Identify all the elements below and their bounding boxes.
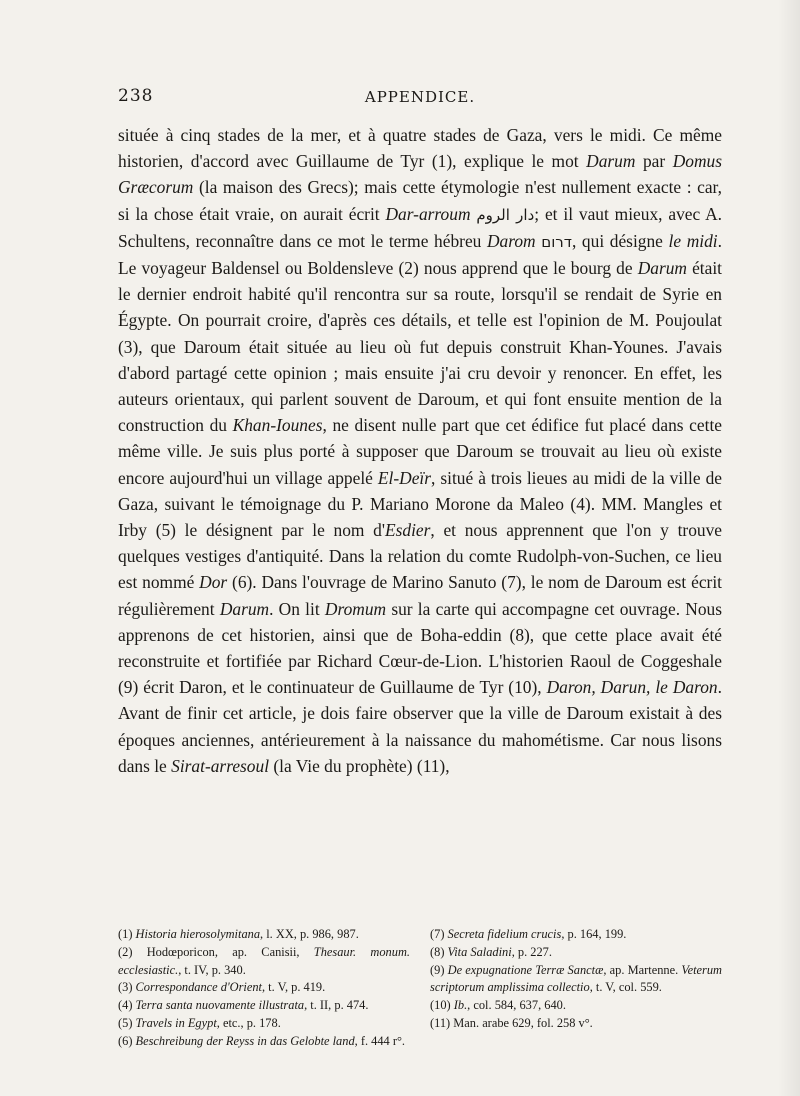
term-domus-graecorum: Domus Græcorum (118, 151, 723, 198)
arabic-word: دار الروم (476, 205, 535, 224)
footnote-7: (7) Secreta fidelium crucis, p. 164, 199. (430, 927, 627, 941)
footnote-6: (6) Beschreibung der Reyss in das Gelobte land, f. 444 r°. (118, 1033, 406, 1048)
term-dor: Dor (199, 572, 228, 593)
term-dar-arroum: Dar-arroum (385, 203, 471, 224)
footnote-9: (9) De expugnatione Terræ Sanctæ, ap. Martenne. Veterum scriptorum amplissima collectio, t. V, col. 559. (430, 962, 722, 995)
hebrew-word: דרום (541, 232, 572, 251)
footnotes-left-column (118, 926, 410, 1051)
running-title: APPENDICE. (364, 88, 476, 106)
footnote-2: (2) Hodœporicon, ap. Canisii, Thesaur. monum. ecclesiastic., t. IV, p. 340. (118, 944, 410, 977)
term-esdier: Esdier (384, 520, 431, 541)
footnote-10: (10) Ib., col. 584, 637, 640. (430, 998, 566, 1013)
term-darum: Darum (586, 151, 636, 172)
footnote-8: (8) Vita Saladini, p. 227. (430, 944, 552, 959)
footnote-4: (4) Terra santa nuovamente illustrata, t. II, p. 474. (118, 998, 369, 1013)
term-sirat-arresoul: Sirat-arresoul (171, 755, 270, 776)
body-paragraph: située à cinq stades de la mer, et à quatre stades de Gaza, vers le midi. Ce même historien, d'accord avec Guillaume de Tyr (1), explique le mot Darum par Domus Græcorum (la maison des Grecs); mais cette étymologie n'est nullement exacte : car, si la chose était vraie, on aurait écrit Dar-arroum دار الروم; et il vaut mieux, avec A. Schultens, reconnaître dans ce mot le terme hébreu Darom דרום, qui désigne le midi. Le voyageur Baldensel ou Boldensleve (2) nous apprend que le bourg de Darum était le dernier endroit habité qu'il rencontra sur sa route, lorsqu'il se rendait de Syrie en Égypte. On pourrait croire, d'après ces détails, et telle est l'opinion de M. Poujoulat (3), que Daroum était située au lieu où fut depuis construit Khan-Younes. J'avais d'abord partagé cette opinion ; mais ensuite j'ai cru devoir y renoncer. En effet, les auteurs orientaux, qui parlent souvent de Daroum, et qui font ensuite mention de la construction du Khan-Iounes, ne disent nulle part que cet édifice fut placé dans cette même ville. Je suis plus porté à supposer que Daroum se trouvait au lieu où existe encore aujourd'hui un village appelé El-Deïr, situé à trois lieues au midi de la ville de Gaza, suivant le témoignage du P. Mariano Morone da Maleo (4). MM. Mangles et Irby (5) le désignent par le nom d'Esdier, et nous apprennent que l'on y trouve quelques vestiges d'antiquité. Dans la relation du comte Rudolph-von-Suchen, ce lieu est nommé Dor (6). Dans l'ouvrage de Marino Sanuto (7), le nom de Daroum est écrit régulièrement Darum. On lit Dromum sur la carte qui accompagne cet ouvrage. Nous apprenons de cet historien, ainsi que de Boha-eddin (8), que cette place avait été reconstruite et fortifiée par Richard Cœur-de-Lion. L'historien Raoul de Coggeshale (9) écrit Daron, et le continuateur de Guillaume de Tyr (10), Daron, Darun, le Daron. Avant de finir cet article, je dois faire observer que la ville de Daroum existait à des époques anciennes, antérieurement à la naissance du mahométisme. Car nous lisons dans le Sirat-arresoul (la Vie du prophète) (11), (118, 125, 723, 776)
page-edge-shadow (778, 0, 800, 1096)
term-khan-iounes: Khan-Iounes (232, 415, 323, 436)
term-darum: Darum (219, 598, 270, 619)
footnote-5: (5) Travels in Egypt, etc., p. 178. (118, 1015, 281, 1030)
footnote-3: (3) Correspondance d'Orient, t. V, p. 419. (118, 980, 326, 995)
term-darum: Darum (637, 258, 687, 279)
footnote-1: (1) Historia hierosolymitana, l. XX, p. 986, 987. (118, 927, 359, 941)
footnote-11: (11) Man. arabe 629, fol. 258 v°. (430, 1015, 593, 1030)
footnotes-right-column (430, 926, 722, 1033)
term-le-midi: le midi (668, 230, 718, 251)
term-daron-variants: Daron, Darun, le Daron (546, 677, 718, 698)
term-el-deir: El-Deïr (377, 467, 432, 488)
page-number: 238 (118, 86, 154, 106)
term-dromum: Dromum (324, 598, 387, 619)
page-header (118, 86, 722, 116)
main-text (118, 122, 722, 779)
term-darom: Darom (486, 230, 536, 251)
